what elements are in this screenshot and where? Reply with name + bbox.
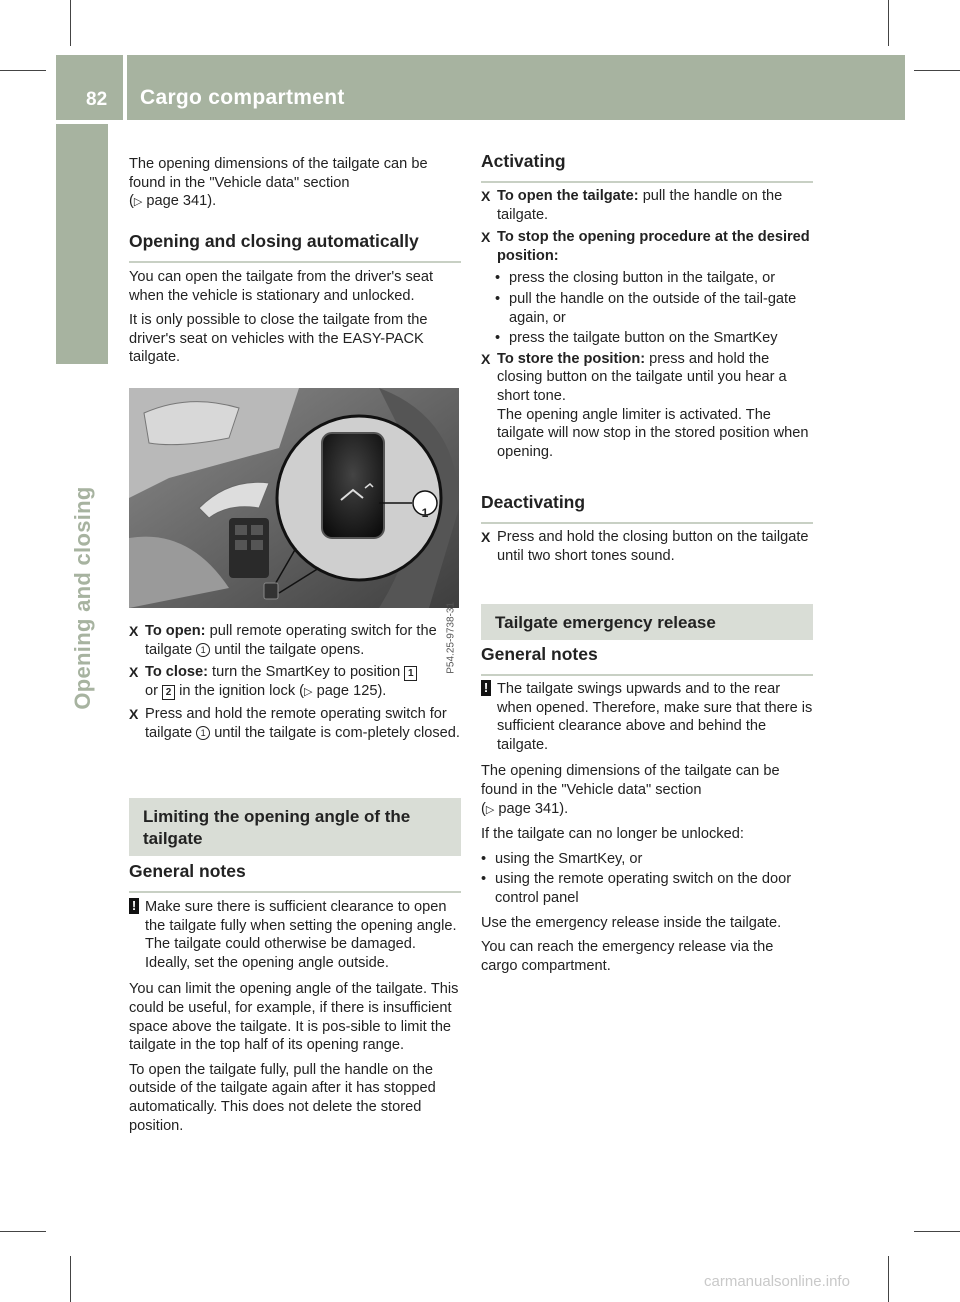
warning-icon: ! [481, 680, 491, 696]
deactivating-steps [481, 528, 813, 569]
step-arrow-icon: X [481, 529, 491, 545]
emergency-p1-ref: page 341). [498, 800, 569, 817]
step-hold-text-b: until the tailgate is com-pletely closed. [214, 724, 460, 741]
side-tab-label: Opening and closing [70, 486, 95, 710]
emergency-heading: Tailgate emergency release [481, 604, 813, 640]
step-close-text-c: in the ignition lock ( [179, 682, 305, 699]
side-tab [56, 124, 108, 364]
auto-text-block [129, 268, 461, 373]
limit-heading: Limiting the opening angle of the tailgate [129, 798, 461, 856]
step-arrow-icon: X [129, 664, 139, 681]
act-step-open-lead: To open the tailgate: [497, 188, 639, 204]
act-step-store [481, 350, 813, 462]
act-step-store-text: press and hold the closing button on the tailgate until you hear a short tone. [497, 350, 787, 404]
auto-heading: Opening and closing automatically [129, 232, 461, 263]
list-item [481, 850, 813, 869]
crop-mark [0, 70, 46, 71]
act-step-open-text: pull the handle on the tailgate. [497, 188, 783, 223]
crop-mark [0, 1231, 46, 1232]
activating-steps [481, 187, 813, 465]
step-close [129, 663, 461, 701]
step-arrow-icon: X [481, 350, 491, 367]
step-arrow-icon: X [129, 623, 139, 639]
step-arrow-icon: X [481, 229, 491, 246]
left-general-notes-heading: General notes [129, 862, 461, 893]
bullet-icon: • [495, 270, 501, 287]
right-general-notes-block [481, 645, 813, 676]
page-ref-icon: ▷ [304, 685, 313, 698]
callout-circle-icon: 1 [196, 726, 210, 740]
list-item-text: pull the handle on the outside of the tail-gate again, or [509, 290, 797, 326]
list-item-text: press the closing button in the tailgate, or [509, 270, 776, 287]
bullet-icon: • [495, 290, 501, 307]
door-panel-illustration [129, 388, 459, 608]
section-title: Cargo compartment [140, 86, 345, 109]
step-close-text-b: or [145, 682, 158, 699]
left-warning [129, 898, 461, 972]
act-step-open [481, 187, 813, 224]
limit-paragraph-2: To open the tailgate fully, pull the handle on the outside of the tailgate again after it has stopped automatically. This does not delete the stored position. [129, 1061, 436, 1134]
intro-paragraph: The opening dimensions of the tailgate can be found in the "Vehicle data" section (▷ page 341). [129, 156, 428, 210]
list-item [481, 329, 813, 348]
step-open [129, 622, 461, 659]
auto-paragraph-2: It is only possible to close the tailgate from the driver's seat on vehicles with the EASY-PACK tailgate. [129, 312, 428, 366]
bullet-icon: • [481, 871, 487, 888]
intro-text: The opening dimensions of the tailgate can be found in the "Vehicle data" section [129, 156, 428, 191]
step-close-text-a: turn the SmartKey to position [212, 664, 401, 681]
deact-step [481, 528, 813, 565]
list-item-text: press the tailgate button on the SmartKey [509, 330, 778, 347]
crop-mark [70, 1256, 71, 1302]
page-ref-icon: ▷ [133, 196, 143, 209]
crop-mark [914, 70, 960, 71]
callout-number: 1 [421, 506, 429, 520]
step-arrow-icon: X [481, 188, 491, 204]
position-2-icon: 2 [162, 685, 175, 700]
step-hold [129, 705, 461, 742]
bullet-icon: • [495, 330, 501, 347]
deact-step-text: Press and hold the closing button on the tailgate until two short tones sound. [497, 529, 809, 564]
crop-mark [914, 1231, 960, 1232]
activating-heading: Activating [481, 152, 813, 183]
crop-mark [888, 0, 889, 46]
emergency-paragraph-3: Use the emergency release inside the tailgate. [481, 914, 782, 931]
photo-code: P54.25-9738-31 [446, 602, 457, 674]
emergency-heading-block [481, 604, 813, 640]
act-step-stop-lead: To stop the opening procedure at the desired position: [497, 229, 810, 264]
auto-heading-block [129, 232, 461, 263]
list-item-text: using the SmartKey, or [495, 850, 643, 867]
crop-mark [888, 1256, 889, 1302]
step-hold-text-a: Press and hold the remote operating switch for tailgate [145, 706, 447, 741]
page-number: 82 [86, 89, 108, 110]
left-warning-text: Make sure there is sufficient clearance to open the tailgate fully when setting the opening angle. The tailgate could otherwise be damaged. Ideally, set the opening angle outside. [145, 899, 457, 971]
bullet-icon: • [481, 850, 487, 867]
auto-paragraph-1: You can open the tailgate from the driver's seat when the vehicle is stationary and unlocked. [129, 269, 434, 304]
emergency-text-block [481, 680, 813, 981]
warning-icon: ! [129, 898, 139, 914]
limit-heading-block [129, 798, 461, 856]
emergency-p1-text: The opening dimensions of the tailgate can be found in the "Vehicle data" section [481, 763, 780, 798]
activating-heading-block [481, 152, 813, 183]
right-warning-text: The tailgate swings upwards and to the rear when opened. Therefore, make sure that there is sufficient clearance above and behind the tailgate. [497, 681, 813, 753]
left-general-notes-block [129, 862, 461, 893]
list-item [481, 290, 813, 327]
watermark: carmanualsonline.info [704, 1273, 850, 1290]
open-close-steps [129, 622, 461, 747]
limit-paragraph-1: You can limit the opening angle of the tailgate. This could be useful, for example, if there is insufficient space above the tailgate. It is pos-sible to limit the tailgate in the top half of its opening range. [129, 981, 459, 1054]
position-1-icon: 1 [404, 666, 417, 681]
deactivating-heading: Deactivating [481, 493, 813, 524]
step-arrow-icon: X [129, 706, 139, 723]
right-warning [481, 680, 813, 754]
act-step-store-text-2: The opening angle limiter is activated. The tailgate will now stop in the stored position when opening. [497, 406, 809, 460]
intro-ref: page 341). [146, 193, 217, 210]
emergency-paragraph-1: The opening dimensions of the tailgate can be found in the "Vehicle data" section (▷ page 341). [481, 763, 780, 817]
header-separator [123, 55, 127, 120]
step-close-lead: To close: [145, 664, 208, 681]
step-open-text-a: pull remote operating switch for the tailgate [145, 623, 437, 658]
list-item [481, 870, 813, 907]
deactivating-heading-block [481, 493, 813, 524]
page-ref-icon: ▷ [485, 803, 495, 816]
act-step-stop [481, 228, 813, 265]
list-item-text: using the remote operating switch on the door control panel [495, 871, 792, 906]
emergency-paragraph-4: You can reach the emergency release via the cargo compartment. [481, 939, 774, 974]
left-column [129, 155, 461, 212]
callout-circle-icon: 1 [196, 643, 210, 657]
emergency-paragraph-2: If the tailgate can no longer be unlocked: [481, 826, 744, 843]
step-close-ref: page 125). [316, 682, 387, 699]
right-general-notes-heading: General notes [481, 645, 813, 676]
limit-text-block [129, 898, 461, 1141]
act-step-store-lead: To store the position: [497, 350, 646, 367]
crop-mark [70, 0, 71, 46]
step-open-text-b: until the tailgate opens. [214, 641, 365, 658]
list-item [481, 269, 813, 288]
step-open-lead: To open: [145, 623, 206, 639]
